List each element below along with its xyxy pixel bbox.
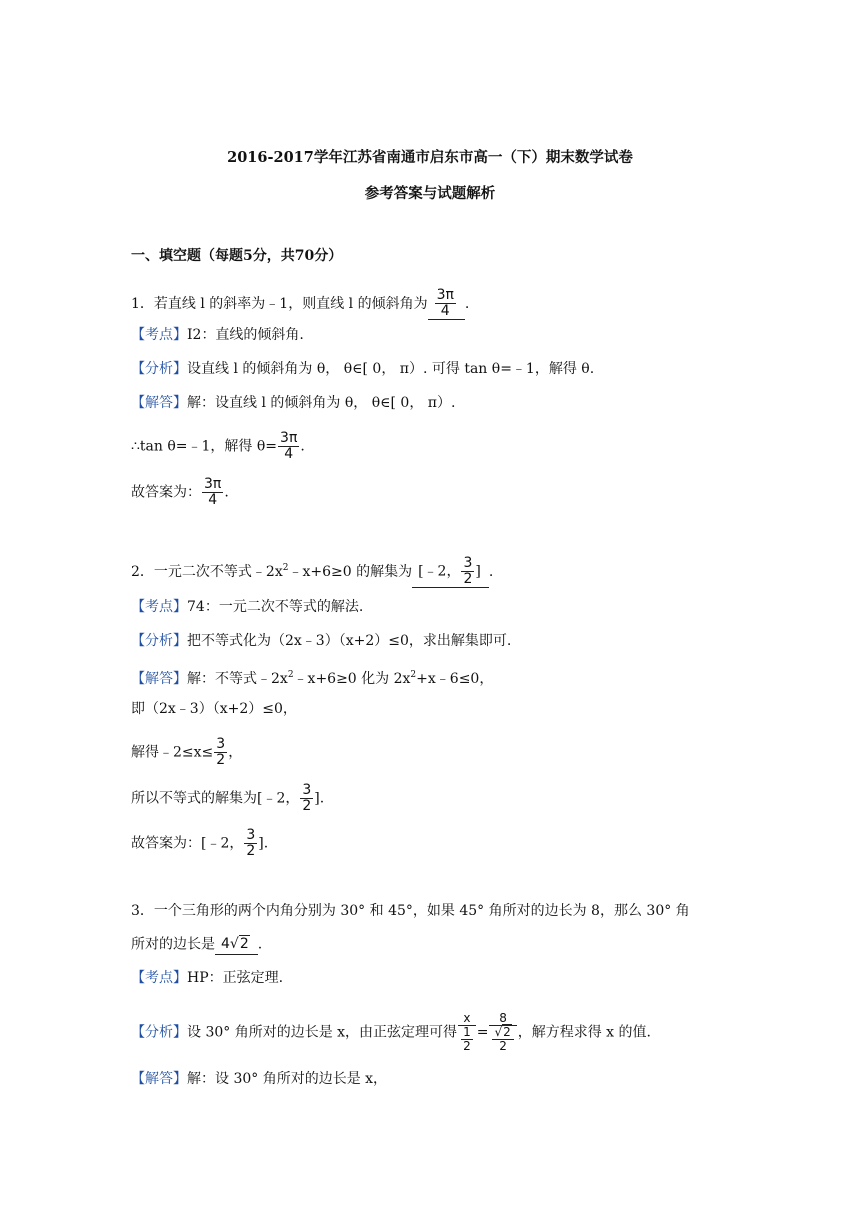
kaodian-tag: 【考点】	[131, 970, 187, 986]
q3-stem-line1: 3．一个三角形的两个内角分别为 30° 和 45°，如果 45° 角所对的边长为 8，那么 30° 角	[131, 903, 690, 919]
q3-answer-blank	[215, 934, 258, 955]
document-title: 2016-2017学年江苏省南通市启东市高一（下）期末数学试卷	[227, 149, 633, 166]
q3-stem-line2: 所对的边长是 4√2 .	[131, 934, 262, 955]
q1-stem: 1．若直线 l 的斜率为﹣1，则直线 l 的倾斜角为 $\frac{3\pi}{4}$ .	[131, 287, 470, 319]
q1-answer-fraction: $\frac{3\pi}{4}$	[436, 287, 454, 319]
jieda-tag: 【解答】	[131, 671, 187, 687]
jieda-tag: 【解答】	[131, 395, 187, 411]
q1-step1: ∴tan θ=﹣1，解得 θ= $\frac{3\pi}{4}$ .	[131, 430, 305, 462]
document-subtitle: 参考答案与试题解析	[364, 185, 496, 202]
section-heading: 一、填空题（每题5分，共70分）	[131, 248, 343, 264]
q2-step2-fraction: $\frac{3}{2}$	[216, 736, 226, 768]
q1-fenxi: 【分析】设直线 l 的倾斜角为 θ， θ∈[ 0， π）. 可得 tan θ=﹣1，解得 θ.	[131, 361, 595, 377]
q1-final-answer: 故答案为： $\frac{3\pi}{4}$ .	[131, 476, 229, 508]
kaodian-tag: 【考点】	[131, 327, 187, 343]
jieda-tag: 【解答】	[131, 1071, 187, 1087]
fenxi-tag: 【分析】	[131, 633, 187, 649]
q1-answer-blank	[428, 288, 465, 320]
fenxi-tag: 【分析】	[131, 1024, 187, 1041]
q2-stem: 2．一元二次不等式$﹣2x^2﹣x+6\ge 0$ 的解集为 [﹣2， $\frac{3}{2}$ ] .	[131, 555, 494, 587]
q1-jieda: 【解答】解：设直线 l 的倾斜角为 θ， θ∈[ 0， π）.	[131, 395, 456, 411]
q2-step3-fraction: $\frac{3}{2}$	[302, 782, 312, 814]
q3-rhs-fraction: $\frac{8}{\frac{√2}{2}}$	[489, 1012, 516, 1053]
q2-kaodian: 【考点】74：一元二次不等式的解法.	[131, 599, 364, 615]
q2-step3: 所以不等式的解集为[﹣2， $\frac{3}{2}$ ].	[131, 782, 325, 814]
q1-stem-text: 1．若直线 l 的斜率为﹣1，则直线 l 的倾斜角为	[131, 296, 428, 312]
q2-jieda: 【解答】解：不等式$﹣2x^2﹣x+6\ge 0$ 化为 $2x^2+x﹣6\le 0$，	[131, 670, 494, 687]
q2-final-answer: 故答案为：[﹣2， $\frac{3}{2}$ ].	[131, 827, 269, 859]
q3-fenxi: 【分析】设 30° 角所对的边长是 x，由正弦定理可得 $\frac{x}{\frac{1}{2}}$ = $\frac{8}{\frac{√2}{2}}$ ，解方程求得 x 的值.	[131, 1011, 651, 1053]
q3-lhs-fraction: $\frac{x}{\frac{1}{2}}$	[458, 1012, 476, 1053]
q3-answer-radical: 4√2	[221, 936, 249, 952]
q2-answer-fraction: $\frac{3}{2}$	[463, 555, 473, 587]
q3-kaodian: 【考点】HP：正弦定理.	[131, 970, 284, 986]
q2-fenxi: 【分析】把不等式化为（2x﹣3）（x+2）≤0，求出解集即可.	[131, 633, 512, 649]
q2-step2: 解得﹣2≤x≤ $\frac{3}{2}$ ，	[131, 736, 243, 768]
q1-kaodian: 【考点】I2：直线的倾斜角.	[131, 327, 304, 343]
fenxi-tag: 【分析】	[131, 361, 187, 377]
q1-final-fraction: $\frac{3\pi}{4}$	[204, 476, 222, 508]
q2-final-fraction: $\frac{3}{2}$	[246, 827, 256, 859]
q3-jieda: 【解答】解：设 30° 角所对的边长是 x，	[131, 1071, 388, 1087]
kaodian-tag: 【考点】	[131, 599, 187, 615]
q2-answer-blank: [﹣2， $\frac{3}{2}$ ]	[412, 556, 489, 588]
q1-step1-fraction: $\frac{3\pi}{4}$	[280, 430, 298, 462]
q2-step1: 即（2x﹣3）（x+2）≤0，	[131, 701, 297, 717]
